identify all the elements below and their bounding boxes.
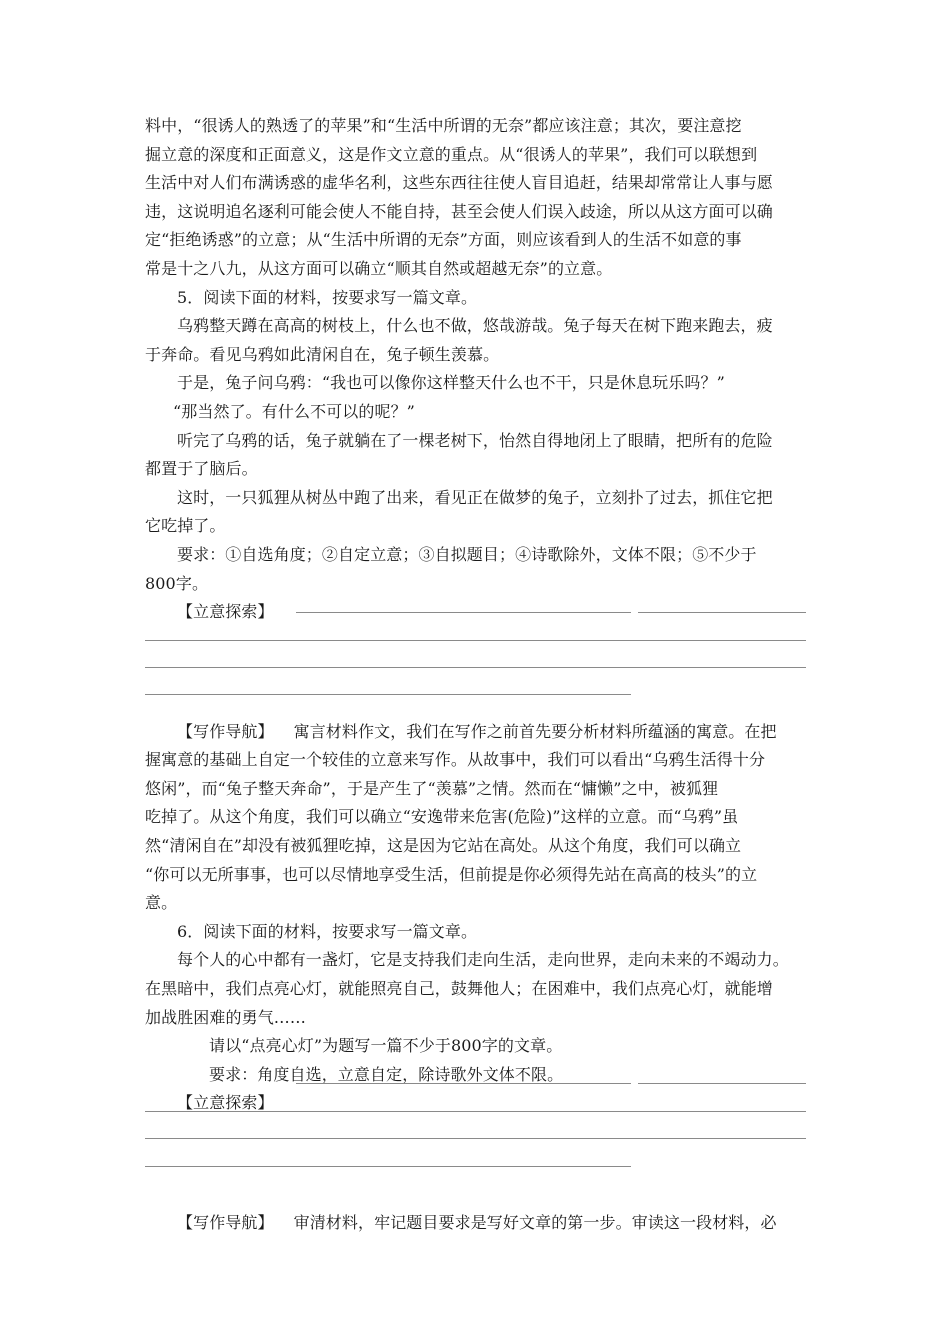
text-line: 它吃掉了。 bbox=[145, 516, 226, 536]
text-line: 加战胜困难的勇气…… bbox=[145, 1007, 307, 1027]
guide-line: 【写作导航】 寓言材料作文，我们在写作之前首先要分析材料所蕴涵的寓意。在把 bbox=[177, 721, 777, 741]
text-line: 悠闲”，而“兔子整天奔命”，于是产生了“羡慕”之情。然而在“慵懒”之中，被狐狸 bbox=[145, 778, 719, 798]
text-line: 于奔命。看见乌鸦如此清闲自在，兔子顿生羡慕。 bbox=[145, 344, 500, 364]
answer-line[interactable] bbox=[145, 640, 806, 641]
answer-line[interactable] bbox=[145, 1111, 806, 1112]
question-6-title: 6．阅读下面的材料，按要求写一篇文章。 bbox=[177, 921, 478, 941]
answer-line[interactable] bbox=[296, 1083, 631, 1084]
answer-line[interactable] bbox=[145, 694, 631, 695]
text-line: 在黑暗中，我们点亮心灯，就能照亮自己，鼓舞他人；在困难中，我们点亮心灯，就能增 bbox=[145, 979, 773, 999]
text-line: 都置于了脑后。 bbox=[145, 459, 258, 479]
text-line: 违，这说明追名逐利可能会使人不能自持，甚至会使人们误入歧途，所以从这方面可以确 bbox=[145, 201, 773, 221]
answer-line[interactable] bbox=[638, 1083, 806, 1084]
answer-line[interactable] bbox=[296, 612, 631, 613]
answer-line[interactable] bbox=[145, 1166, 631, 1167]
answer-line[interactable] bbox=[638, 612, 806, 613]
guide-line: 【写作导航】 审清材料，牢记题目要求是写好文章的第一步。审读这一段材料，必 bbox=[177, 1213, 777, 1232]
text-line: 这时，一只狐狸从树丛中跑了出来，看见正在做梦的兔子，立刻扑了过去，抓住它把 bbox=[177, 487, 773, 507]
text-line: 定“拒绝诱惑”的立意；从“生活中所谓的无奈”方面，则应该看到人的生活不如意的事 bbox=[145, 230, 742, 250]
text-line: 乌鸦整天蹲在高高的树枝上，什么也不做，悠哉游哉。兔子每天在树下跑来跑去，疲 bbox=[177, 316, 773, 336]
text-line: 握寓意的基础上自定一个较佳的立意来写作。从故事中，我们可以看出“乌鸦生活得十分 bbox=[145, 750, 766, 770]
text-line: 听完了乌鸦的话，兔子就躺在了一棵老树下，怡然自得地闭上了眼睛，把所有的危险 bbox=[177, 430, 773, 450]
answer-area-6 bbox=[145, 1118, 810, 1209]
question-5-title: 5．阅读下面的材料，按要求写一篇文章。 bbox=[177, 287, 478, 307]
text-line: 每个人的心中都有一盏灯，它是支持我们走向生活，走向世界，走向未来的不竭动力。 bbox=[177, 950, 789, 970]
text-line: 吃掉了。从这个角度，我们可以确立“安逸带来危害(危险)”这样的立意。而“乌鸦”虽 bbox=[145, 807, 739, 827]
answer-line[interactable] bbox=[145, 667, 806, 668]
guide-label: 【写作导航】 bbox=[177, 1213, 274, 1232]
text-line: 掘立意的深度和正面意义，这是作文立意的重点。从“很诱人的苹果”，我们可以联想到 bbox=[145, 144, 758, 164]
text-line: 于是，兔子问乌鸦：“我也可以像你这样整天什么也不干，只是休息玩乐吗？” bbox=[177, 373, 725, 393]
answer-line[interactable] bbox=[145, 1138, 806, 1139]
paragraph-analysis bbox=[145, 112, 810, 284]
text-line: “你可以无所事事，也可以尽情地享受生活，但前提是你必须得先站在高高的枝头”的立 bbox=[145, 864, 758, 884]
text-line: 意。 bbox=[145, 893, 178, 913]
document-page bbox=[145, 112, 810, 1238]
prompt: 请以“点亮心灯”为题写一篇不少于800字的文章。 bbox=[209, 1036, 563, 1056]
requirements: 要求：①自选角度；②自定立意；③自拟题目；④诗歌除外，文体不限；⑤不少于 bbox=[177, 544, 757, 564]
text-line: “那当然了。有什么不可以的呢？” bbox=[173, 401, 415, 421]
text-line: 800字。 bbox=[145, 573, 209, 593]
text-line: 常是十之八九，从这方面可以确立“顺其自然或超越无奈”的立意。 bbox=[145, 258, 613, 278]
explore-label: 【立意探索】 bbox=[177, 1093, 274, 1113]
explore-label: 【立意探索】 bbox=[177, 602, 274, 622]
requirements: 要求：角度自选，立意自定，除诗歌外文体不限。 bbox=[209, 1064, 564, 1084]
guide-label: 【写作导航】 bbox=[177, 721, 274, 741]
text-line: 料中，“很诱人的熟透了的苹果”和“生活中所谓的无奈”都应该注意；其次，要注意挖 bbox=[145, 116, 742, 135]
text-line: 生活中对人们布满诱惑的虚华名利，这些东西往往使人盲目追赶，结果却常常让人事与愿 bbox=[145, 173, 773, 193]
text-line: 然“清闲自在”却没有被狐狸吃掉，这是因为它站在高处。从这个角度，我们可以确立 bbox=[145, 836, 742, 856]
